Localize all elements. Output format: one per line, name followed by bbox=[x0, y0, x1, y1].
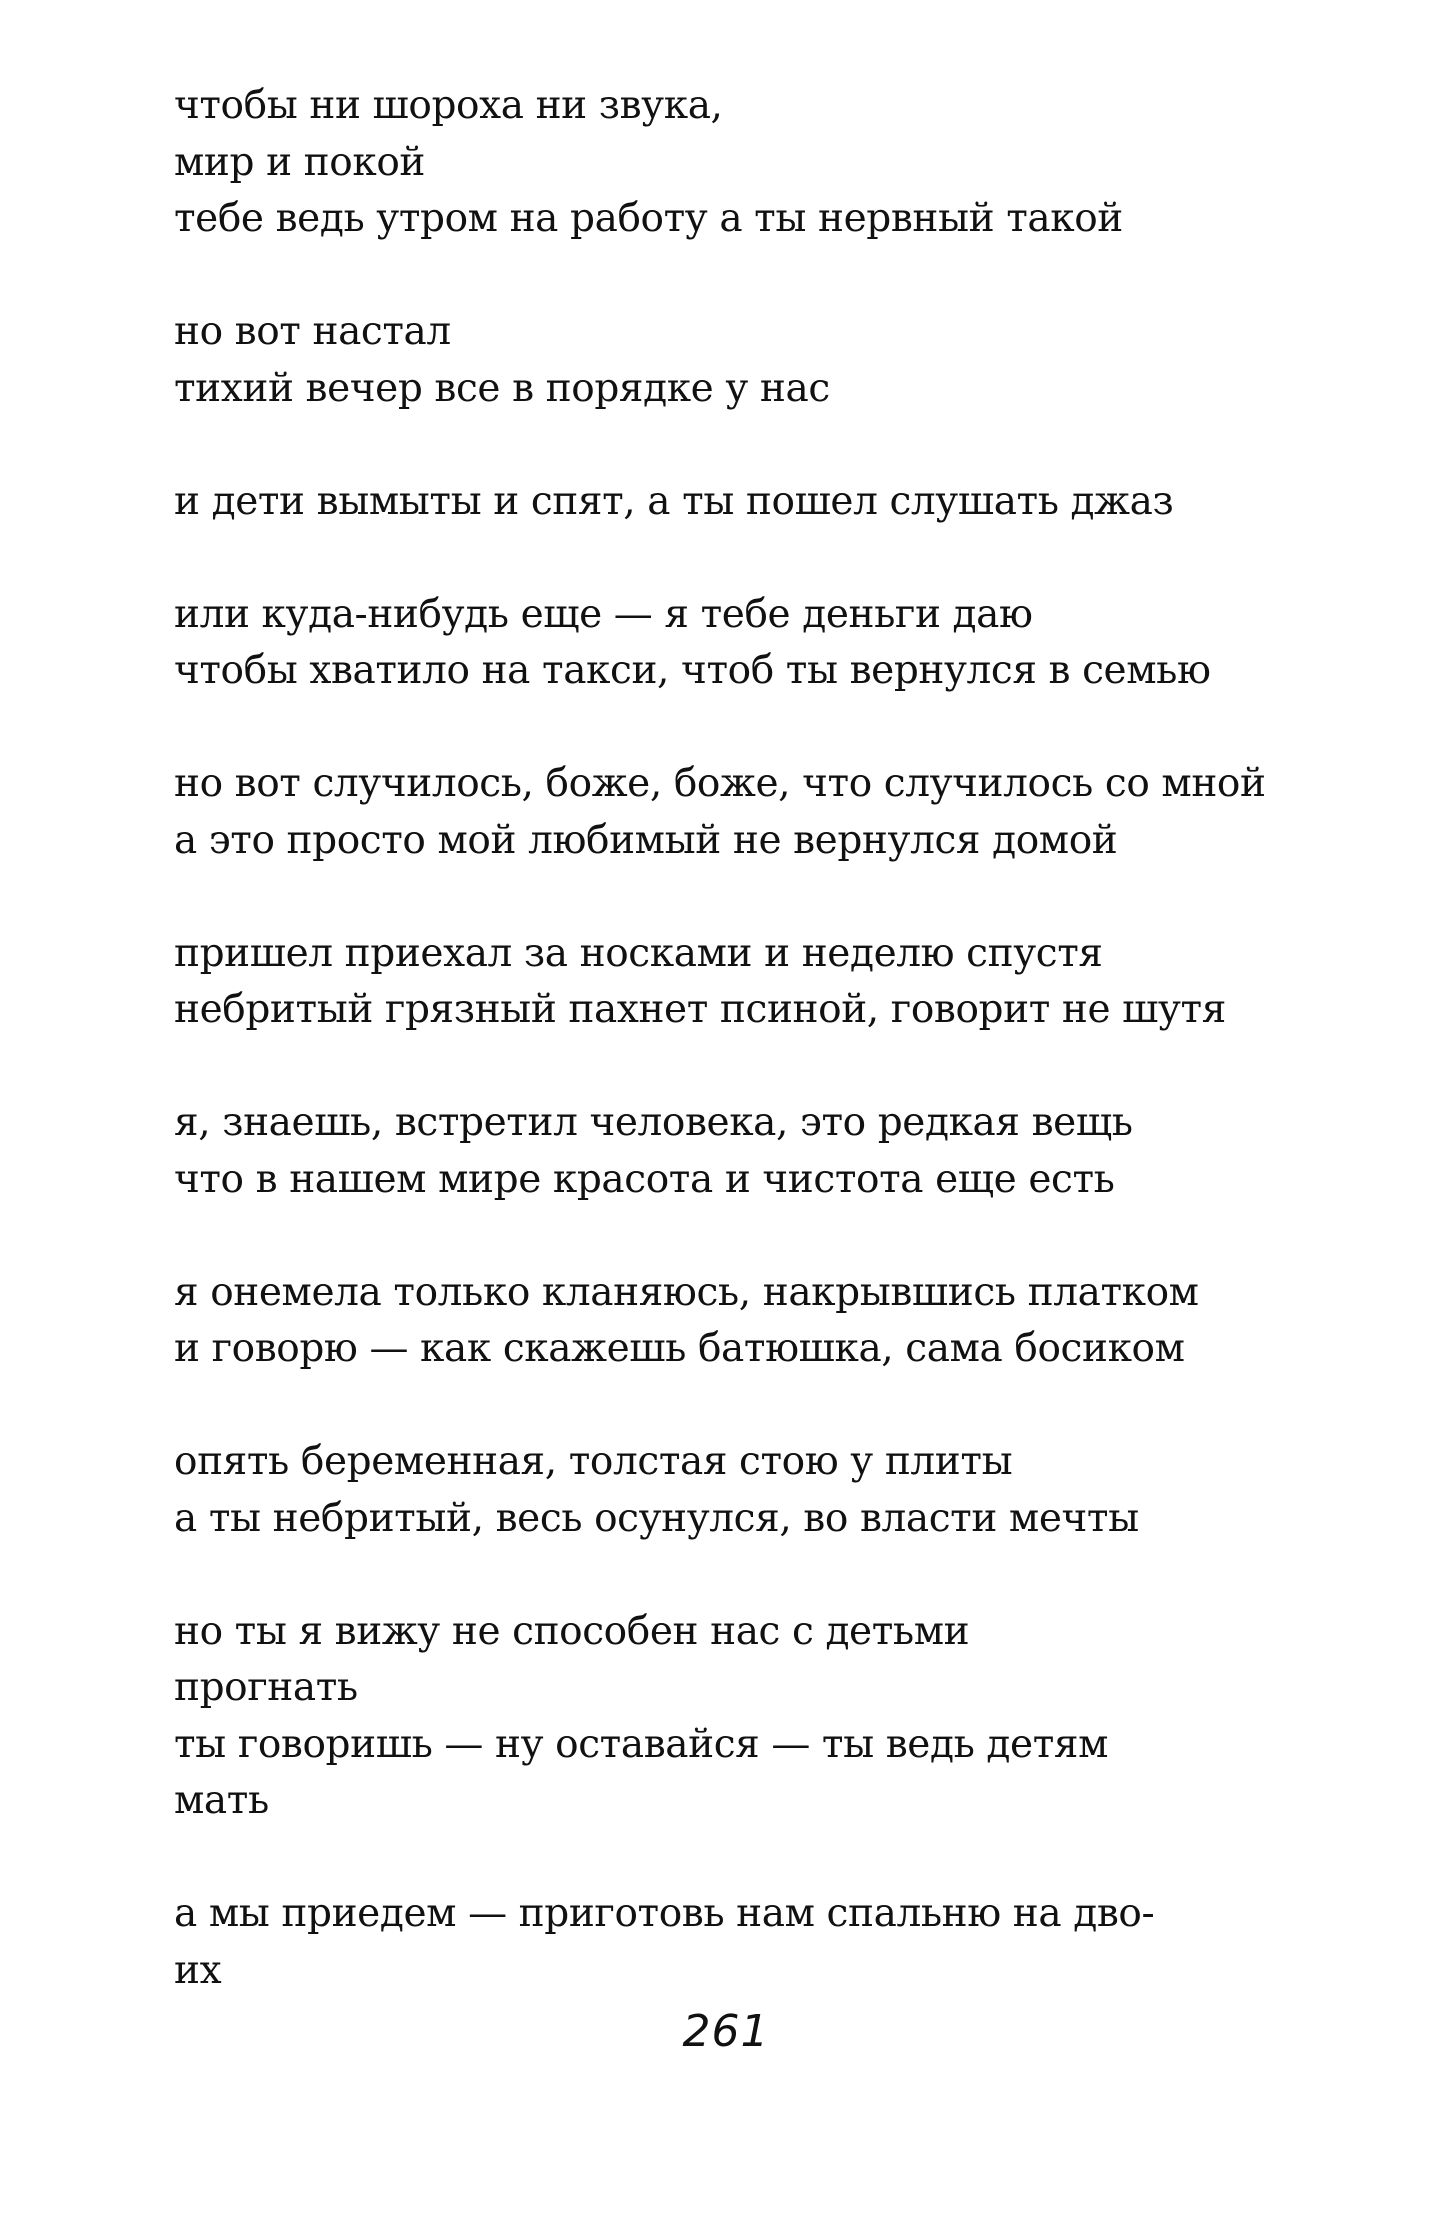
poem-line: а ты небритый, весь осунулся, во власти мечты bbox=[174, 1495, 1139, 1541]
poem-line: и дети вымыты и спят, а ты пошел слушать джаз bbox=[174, 478, 1174, 524]
poem-line: тебе ведь утром на работу а ты нервный такой bbox=[174, 196, 1123, 241]
poem-line: я онемела только кланяюсь, накрывшись платком bbox=[174, 1269, 1199, 1315]
poem-line: но вот настал bbox=[174, 309, 451, 354]
page-number: 261 bbox=[682, 2006, 770, 2057]
poem-line: но вот случилось, боже, боже, что случилось со мной bbox=[174, 761, 1266, 806]
poem-line: тихий вечер все в порядке у нас bbox=[174, 365, 830, 411]
poem-line: а мы приедем — приготовь нам спальню на дво- bbox=[174, 1891, 1155, 1936]
poem-line: чтобы ни шороха ни звука, bbox=[174, 83, 723, 128]
poem-line: чтобы хватило на такси, чтоб ты вернулся в семью bbox=[174, 648, 1211, 693]
poem-line: прогнать bbox=[174, 1665, 358, 1710]
poem-line: их bbox=[174, 1947, 222, 1993]
poem-line: мир и покой bbox=[174, 139, 426, 185]
poem-line: но ты я вижу не способен нас с детьми bbox=[174, 1608, 970, 1654]
stanza-9 bbox=[174, 1434, 1374, 1547]
stanza-1 bbox=[174, 78, 1374, 248]
stanza-3 bbox=[174, 474, 1374, 531]
stanza-11 bbox=[174, 1886, 1374, 1999]
poem-line: я, знаешь, встретил человека, это редкая вещь bbox=[174, 1100, 1133, 1145]
stanza-8 bbox=[174, 1265, 1374, 1378]
stanza-7 bbox=[174, 1095, 1374, 1208]
stanza-6 bbox=[174, 926, 1374, 1039]
poem-line: что в нашем мире красота и чистота еще есть bbox=[174, 1156, 1115, 1202]
poem-line: опять беременная, толстая стою у плиты bbox=[174, 1439, 1013, 1484]
poem-text bbox=[174, 78, 1374, 1999]
stanza-5 bbox=[174, 756, 1374, 869]
poem-line: небритый грязный пахнет псиной, говорит не шутя bbox=[174, 987, 1226, 1032]
stanza-10 bbox=[174, 1604, 1374, 1830]
stanza-4 bbox=[174, 587, 1374, 700]
poem-line: пришел приехал за носками и неделю спустя bbox=[174, 930, 1103, 976]
poem-line: ты говоришь — ну оставайся — ты ведь детям bbox=[174, 1721, 1109, 1767]
poem-line: или куда-нибудь еще — я тебе деньги даю bbox=[174, 591, 1033, 637]
poem-line: и говорю — как скажешь батюшка, сама босиком bbox=[174, 1326, 1185, 1371]
poem-line: мать bbox=[174, 1778, 269, 1823]
stanza-2 bbox=[174, 304, 1374, 417]
poem-line: а это просто мой любимый не вернулся домой bbox=[174, 817, 1118, 863]
